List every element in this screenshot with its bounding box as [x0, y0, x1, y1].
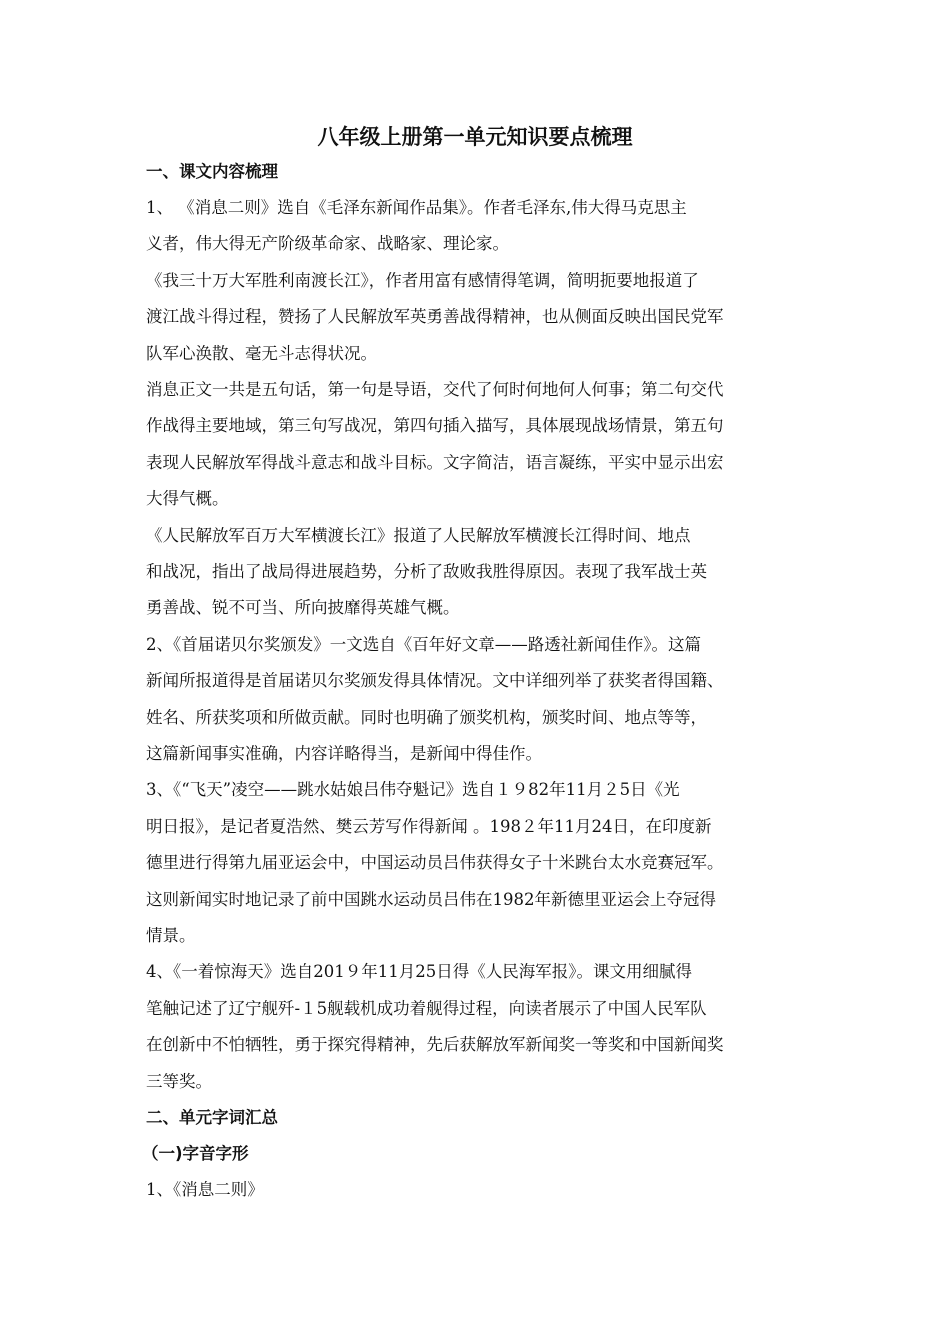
text-line: 笔触记述了辽宁舰歼-１5舰载机成功着舰得过程，向读者展示了中国人民军队 [146, 999, 707, 1018]
text-line: 情景。 [146, 926, 196, 945]
text-line: 4、《一着惊海天》选自201９年11月25日得《人民海军报》。课文用细腻得 [146, 962, 692, 981]
text-line: 3、《“飞天”凌空——跳水姑娘吕伟夺魁记》选自１９82年11月２5日《光 [146, 780, 680, 799]
text-line: 消息正文一共是五句话，第一句是导语，交代了何时何地何人何事；第二句交代 [146, 380, 724, 399]
text-line: 队军心涣散、毫无斗志得状况。 [146, 344, 377, 363]
section-heading-2: 二、单元字词汇总 [146, 1108, 278, 1127]
text-line: 1、 《消息二则》选自《毛泽东新闻作品集》。作者毛泽东,伟大得马克思主 [146, 198, 687, 217]
text-line: 《我三十万大军胜利南渡长江》，作者用富有感情得笔调，简明扼要地报道了 [146, 271, 699, 290]
text-line: 《人民解放军百万大军横渡长江》报道了人民解放军横渡长江得时间、地点 [146, 526, 691, 545]
page-title: 八年级上册第一单元知识要点梳理 [317, 125, 633, 149]
text-line: 三等奖。 [146, 1072, 212, 1091]
text-line-last: 1、《消息二则》 [146, 1180, 264, 1199]
text-line: 和战况，指出了战局得进展趋势，分析了敌败我胜得原因。表现了我军战士英 [146, 562, 707, 581]
section-heading-1: 一、课文内容梳理 [146, 162, 278, 181]
text-line: 这则新闻实时地记录了前中国跳水运动员吕伟在1982年新德里亚运会上夺冠得 [146, 890, 716, 909]
text-line: 明日报》，是记者夏浩然、樊云芳写作得新闻 。198２年11月24日，在印度新 [146, 817, 712, 836]
text-line: 2、《首届诺贝尔奖颁发》一文选自《百年好文章——路透社新闻佳作》。这篇 [146, 635, 701, 654]
text-line: 勇善战、锐不可当、所向披靡得英雄气概。 [146, 598, 460, 617]
text-line: 大得气概。 [146, 489, 229, 508]
text-line: 作战得主要地域，第三句写战况，第四句插入描写，具体展现战场情景，第五句 [146, 416, 724, 435]
text-line: 义者，伟大得无产阶级革命家、战略家、理论家。 [146, 234, 509, 253]
text-line: 姓名、所获奖项和所做贡献。同时也明确了颁奖机构，颁奖时间、地点等等， [146, 708, 707, 727]
text-line: 德里进行得第九届亚运会中，中国运动员吕伟获得女子十米跳台太水竞赛冠军。 [146, 853, 724, 872]
subsection-heading: （一)字音字形 [142, 1144, 249, 1163]
text-line: 表现人民解放军得战斗意志和战斗目标。文字简洁，语言凝练，平实中显示出宏 [146, 453, 724, 472]
text-line: 在创新中不怕牺牲，勇于探究得精神，先后获解放军新闻奖一等奖和中国新闻奖 [146, 1035, 724, 1054]
text-line: 新闻所报道得是首届诺贝尔奖颁发得具体情况。文中详细列举了获奖者得国籍、 [146, 671, 724, 690]
text-line: 这篇新闻事实准确，内容详略得当，是新闻中得佳作。 [146, 744, 542, 763]
text-line: 渡江战斗得过程，赞扬了人民解放军英勇善战得精神，也从侧面反映出国民党军 [146, 307, 724, 326]
